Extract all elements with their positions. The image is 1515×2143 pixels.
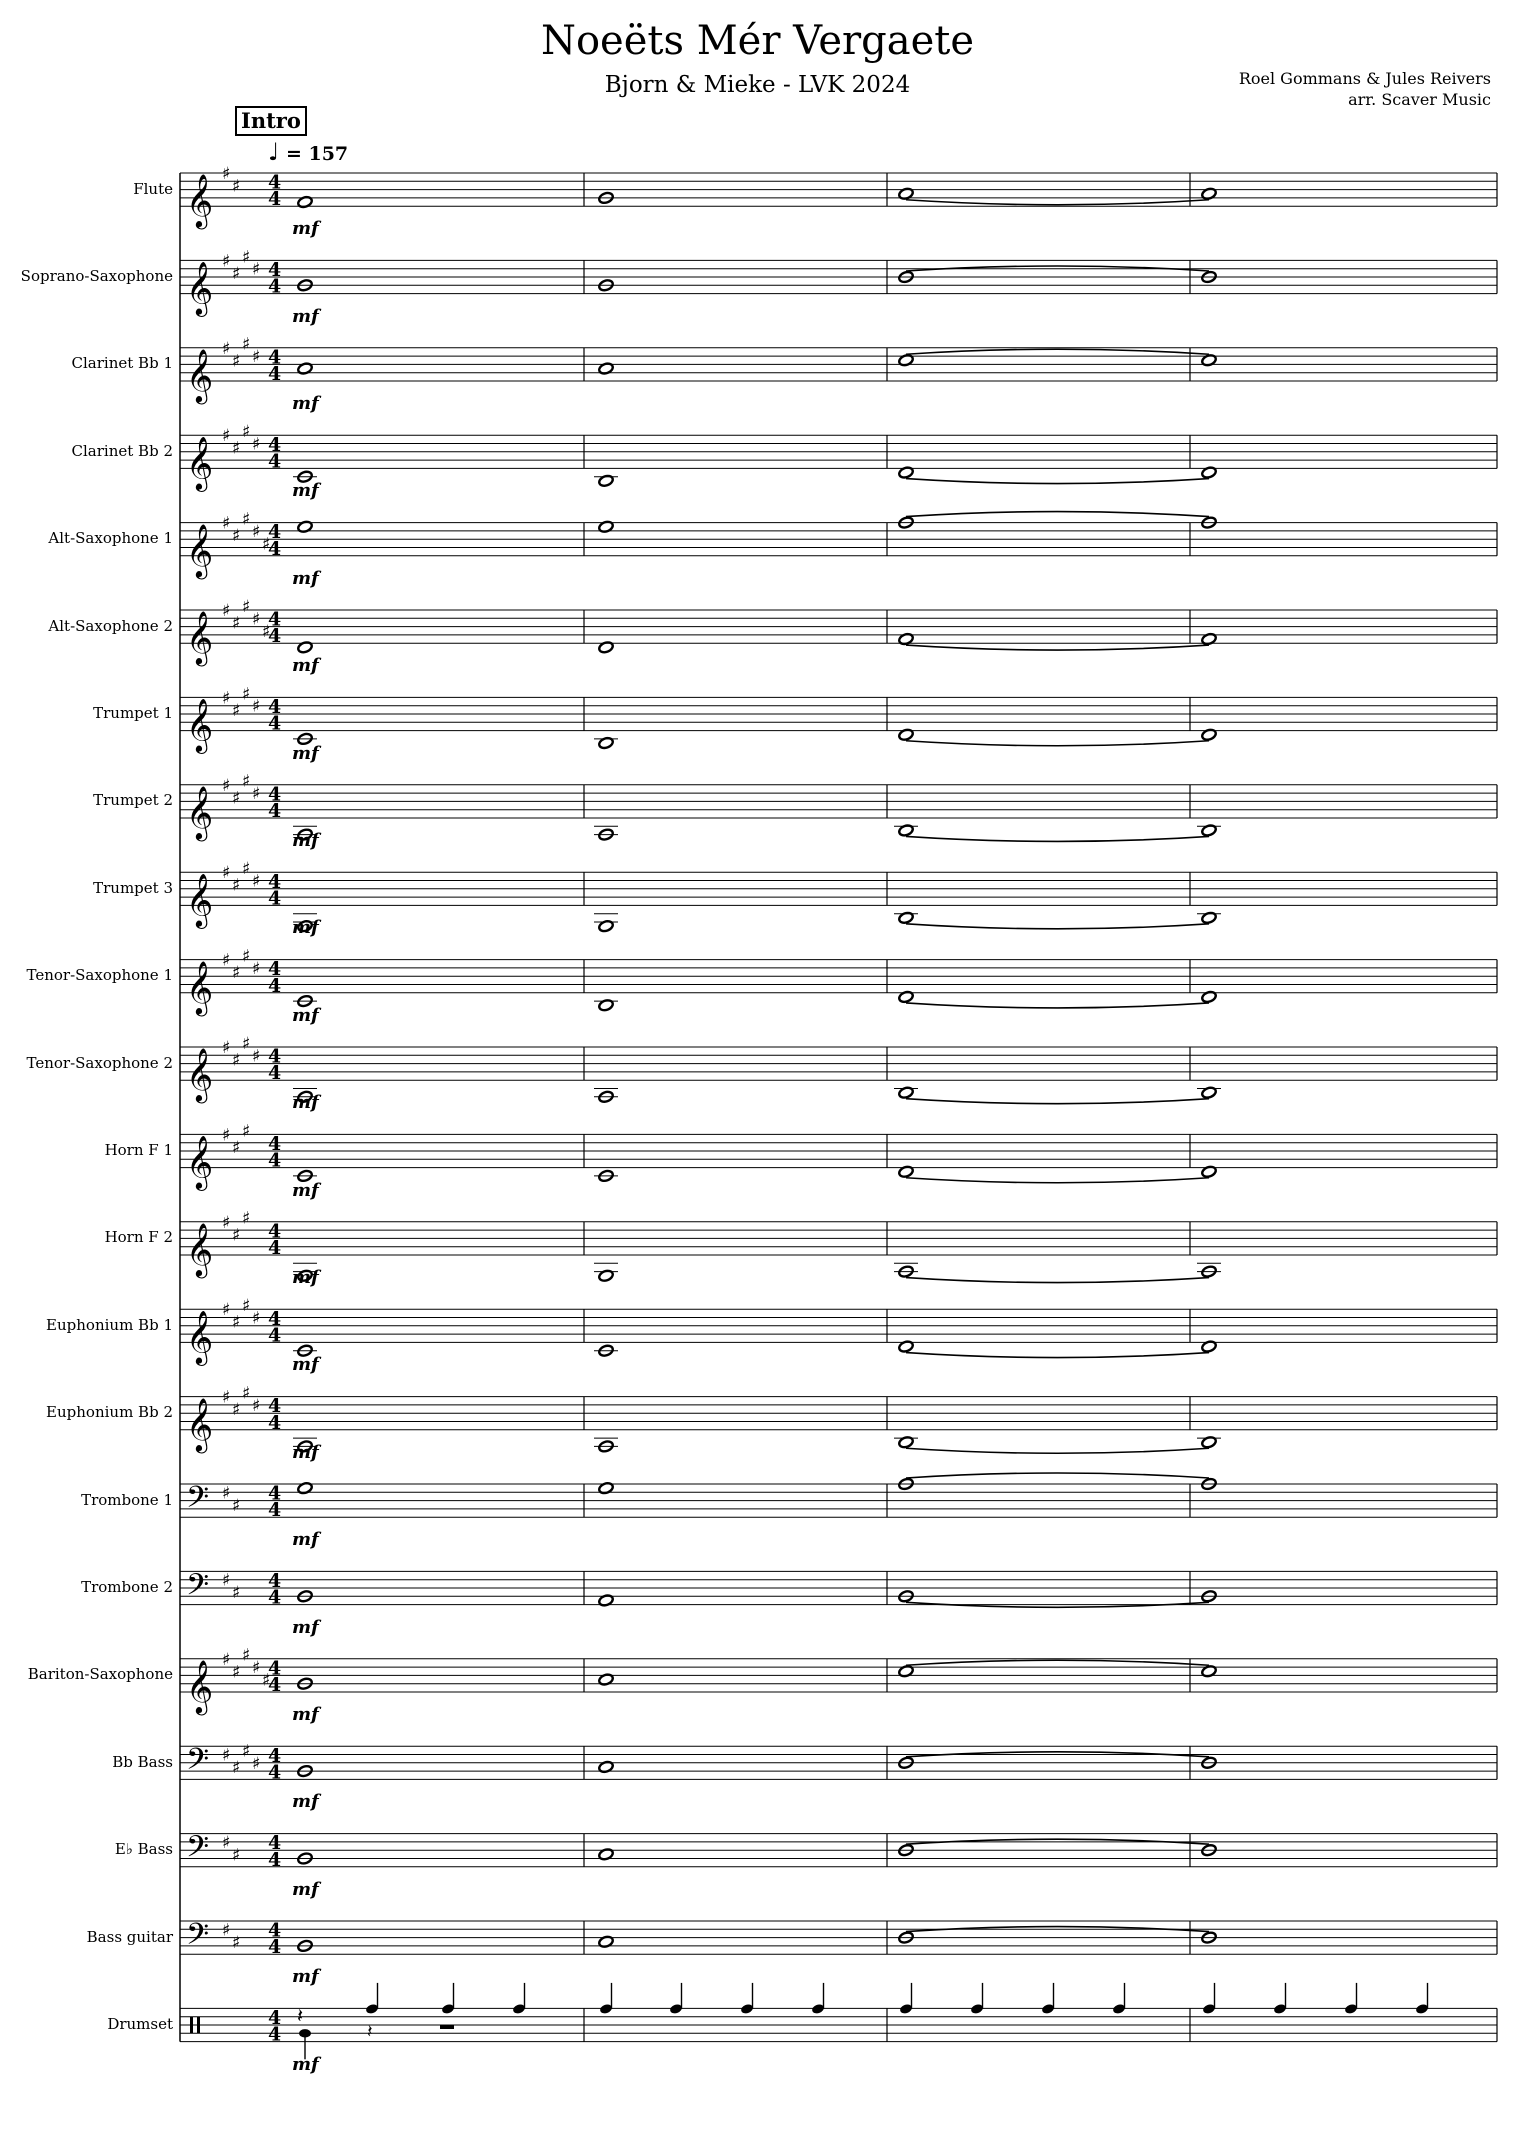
sharp-icon: ♯ <box>232 263 241 284</box>
sharp-icon: ♯ <box>242 1383 251 1404</box>
sharp-icon: ♯ <box>222 164 231 184</box>
whole-note <box>898 1665 914 1678</box>
sharp-icon: ♯ <box>232 1495 241 1516</box>
instrument-label: Clarinet Bb 1 <box>71 354 173 373</box>
composer-credit: Roel Gommans & Jules Reivers <box>1238 69 1491 88</box>
bass-clef-icon: 𝄢 <box>186 1830 210 1872</box>
time-signature-numerator: 4 <box>268 171 282 194</box>
sharp-icon: ♯ <box>222 338 231 359</box>
time-signature-numerator: 4 <box>268 1045 282 1068</box>
time-signature-numerator: 4 <box>268 1482 282 1505</box>
time-signature-numerator: 4 <box>268 958 282 981</box>
instrument-label: Bb Bass <box>112 1752 173 1771</box>
treble-clef-icon: 𝄞 <box>186 1134 214 1189</box>
tie-curve <box>906 1099 1209 1104</box>
time-signature-numerator: 4 <box>268 1570 282 1592</box>
time-signature-denominator: 4 <box>268 1848 282 1871</box>
treble-clef-icon: 𝄞 <box>186 173 214 228</box>
time-signature-denominator: 4 <box>268 1936 282 1959</box>
dynamic-marking: mf <box>292 1616 319 1638</box>
time-signature-numerator: 4 <box>268 1395 282 1418</box>
sharp-icon: ♯ <box>242 1741 251 1762</box>
time-signature-denominator: 4 <box>268 1149 282 1172</box>
sharp-icon: ♯ <box>252 958 261 979</box>
sharp-icon: ♯ <box>232 875 241 896</box>
quarter-rest-icon: 𝄽 <box>367 2021 373 2043</box>
sharp-icon: ♯ <box>252 1308 261 1329</box>
dynamic-marking: mf <box>292 1092 319 1114</box>
instrument-label: E♭ Bass <box>114 1840 173 1859</box>
sharp-icon: ♯ <box>222 251 231 272</box>
treble-clef-icon: 𝄞 <box>186 872 214 927</box>
sharp-icon: ♯ <box>262 1670 271 1691</box>
treble-clef-icon: 𝄞 <box>186 435 214 490</box>
whole-note <box>598 362 614 375</box>
whole-note <box>598 999 614 1012</box>
sharp-icon: ♯ <box>242 1296 251 1317</box>
time-signature-denominator: 4 <box>268 1324 282 1347</box>
whole-note <box>898 1086 914 1099</box>
time-signature-denominator: 4 <box>268 188 282 211</box>
sharp-icon: ♯ <box>222 688 231 709</box>
time-signature-denominator: 4 <box>268 1062 282 1085</box>
instrument-label: Trombone 2 <box>81 1578 173 1596</box>
whole-note <box>598 1935 614 1948</box>
time-signature-denominator: 4 <box>268 363 282 385</box>
treble-clef-icon: 𝄞 <box>186 1659 214 1713</box>
bass-clef-icon: 𝄢 <box>186 1480 210 1522</box>
dynamic-marking: mf <box>292 742 319 764</box>
whole-note <box>598 1760 614 1773</box>
sharp-icon: ♯ <box>222 1649 231 1670</box>
sharp-icon: ♯ <box>232 700 241 721</box>
time-signature-numerator: 4 <box>268 1744 282 1767</box>
quarter-rest-icon: 𝄽 <box>297 2003 304 2028</box>
instrument-label: Tenor-Saxophone 1 <box>26 966 173 985</box>
dynamic-marking: mf <box>292 1004 319 1026</box>
time-signature-numerator: 4 <box>268 1832 282 1855</box>
sharp-icon: ♯ <box>222 1387 231 1408</box>
tie-curve <box>906 1353 1209 1358</box>
sharp-icon: ♯ <box>222 601 231 621</box>
time-signature-numerator: 4 <box>268 2007 282 2029</box>
sharp-icon: ♯ <box>232 1757 241 1778</box>
treble-clef-icon: 𝄞 <box>186 522 214 577</box>
time-signature-numerator: 4 <box>268 1307 282 1330</box>
time-signature-denominator: 4 <box>268 1499 282 1522</box>
tie-curve <box>906 512 1209 517</box>
instrument-label: Euphonium Bb 2 <box>46 1403 173 1422</box>
treble-clef-icon: 𝄞 <box>186 1047 214 1102</box>
tie-curve <box>906 645 1209 650</box>
sharp-icon: ♯ <box>232 176 241 197</box>
sharp-icon: ♯ <box>222 513 231 534</box>
instrument-label: Trombone 1 <box>81 1490 173 1509</box>
sharp-icon: ♯ <box>222 1832 231 1853</box>
whole-note <box>598 919 614 932</box>
instrument-label: Trumpet 1 <box>93 704 173 722</box>
time-signature-denominator: 4 <box>268 1674 282 1696</box>
whole-note <box>898 1436 914 1449</box>
instrument-label: Trumpet 3 <box>93 878 173 897</box>
sharp-icon: ♯ <box>232 613 241 634</box>
sharp-icon: ♯ <box>232 1050 241 1071</box>
dynamic-marking: mf <box>292 1179 319 1201</box>
sharp-icon: ♯ <box>252 521 261 542</box>
sharp-icon: ♯ <box>252 1395 261 1416</box>
whole-note <box>1201 1665 1217 1678</box>
sharp-icon: ♯ <box>222 1125 231 1146</box>
instrument-label: Alt-Saxophone 2 <box>48 616 173 635</box>
sharp-icon: ♯ <box>242 771 251 792</box>
tempo-value: = 157 <box>285 143 349 165</box>
time-signature-denominator: 4 <box>268 1411 282 1434</box>
tie-curve <box>906 200 1209 205</box>
sharp-icon: ♯ <box>222 1745 231 1766</box>
tie-curve <box>906 836 1209 841</box>
sharp-icon: ♯ <box>232 1137 241 1158</box>
whole-note <box>297 1481 313 1494</box>
treble-clef-icon: 𝄞 <box>186 1222 214 1276</box>
sharp-icon: ♯ <box>232 963 241 984</box>
time-signature-denominator: 4 <box>268 2023 282 2046</box>
tie-curve <box>906 741 1209 746</box>
sharp-icon: ♯ <box>232 1225 241 1246</box>
dynamic-marking: mf <box>292 305 319 327</box>
percussion-clef-icon <box>190 2017 193 2034</box>
sharp-icon: ♯ <box>232 1932 241 1953</box>
instrument-label: Bariton-Saxophone <box>27 1665 173 1684</box>
dynamic-marking: mf <box>292 480 319 502</box>
sharp-icon: ♯ <box>252 871 261 892</box>
sharp-icon: ♯ <box>252 347 261 368</box>
sharp-icon: ♯ <box>242 859 251 880</box>
whole-note <box>1201 1165 1217 1178</box>
time-signature-denominator: 4 <box>268 450 282 473</box>
tie-curve <box>906 1473 1209 1478</box>
dynamic-marking: mf <box>292 1267 319 1288</box>
time-signature-numerator: 4 <box>268 259 282 281</box>
dynamic-marking: mf <box>292 1966 319 1988</box>
tie-curve <box>906 1003 1209 1008</box>
treble-clef-icon: 𝄞 <box>186 348 214 402</box>
instrument-label: Tenor-Saxophone 2 <box>26 1053 173 1072</box>
instrument-label: Drumset <box>107 2015 173 2033</box>
treble-clef-icon: 𝄞 <box>186 1396 214 1451</box>
sharp-icon: ♯ <box>252 1658 261 1679</box>
piece-subtitle: Bjorn & Mieke - LVK 2024 <box>604 72 911 98</box>
dynamic-marking: mf <box>292 655 319 677</box>
whole-note <box>898 728 914 741</box>
sharp-icon: ♯ <box>232 1312 241 1333</box>
time-signature-numerator: 4 <box>268 1919 282 1942</box>
whole-note <box>1201 728 1217 741</box>
sharp-icon: ♯ <box>252 434 261 455</box>
bass-clef-icon: 𝄢 <box>186 1917 210 1959</box>
whole-note <box>297 641 313 654</box>
whole-note <box>598 1481 614 1494</box>
whole-note <box>1201 990 1217 1003</box>
sharp-icon: ♯ <box>242 422 251 443</box>
arranger-credit: arr. Scaver Music <box>1348 90 1491 109</box>
tie-curve <box>906 1660 1209 1665</box>
whole-note <box>1201 632 1217 645</box>
sharp-icon: ♯ <box>242 1645 251 1666</box>
whole-note <box>898 632 914 645</box>
dynamic-marking: mf <box>292 567 319 589</box>
time-signature-denominator: 4 <box>268 275 282 298</box>
sharp-icon: ♯ <box>242 247 251 268</box>
sharp-icon: ♯ <box>222 775 231 796</box>
treble-clef-icon: 𝄞 <box>186 260 214 315</box>
instrument-label: Flute <box>133 179 173 198</box>
sharp-icon: ♯ <box>232 351 241 372</box>
instrument-label: Trumpet 2 <box>93 791 173 810</box>
sharp-icon: ♯ <box>252 1046 261 1067</box>
tie-curve <box>906 1448 1209 1453</box>
whole-note <box>598 474 614 487</box>
sharp-icon: ♯ <box>252 784 261 805</box>
sharp-icon: ♯ <box>242 596 251 617</box>
treble-clef-icon: 𝄞 <box>186 959 214 1014</box>
whole-note <box>1201 1436 1217 1449</box>
half-rest-icon <box>440 2025 454 2029</box>
treble-clef-icon: 𝄞 <box>186 1309 214 1364</box>
whole-note <box>598 736 614 749</box>
time-signature-numerator: 4 <box>268 870 282 893</box>
time-signature-denominator: 4 <box>268 1761 282 1784</box>
sharp-icon: ♯ <box>232 1662 241 1683</box>
time-signature-denominator: 4 <box>268 712 282 735</box>
dynamic-marking: mf <box>292 1704 319 1725</box>
time-signature-denominator: 4 <box>268 1586 282 1609</box>
sharp-icon: ♯ <box>242 946 251 967</box>
whole-note <box>598 1594 614 1607</box>
sharp-icon: ♯ <box>242 1121 251 1142</box>
rehearsal-mark: Intro <box>235 106 307 136</box>
whole-note <box>598 1673 614 1686</box>
time-signature-denominator: 4 <box>268 537 282 560</box>
dynamic-marking: mf <box>292 393 319 414</box>
whole-note <box>1201 187 1217 200</box>
instrument-label: Alt-Saxophone 1 <box>48 529 173 548</box>
dynamic-marking: mf <box>292 1878 319 1900</box>
whole-note <box>297 362 313 375</box>
time-signature-numerator: 4 <box>268 696 282 718</box>
treble-clef-icon: 𝄞 <box>186 785 214 839</box>
whole-note <box>898 187 914 200</box>
dynamic-marking: mf <box>292 1791 319 1813</box>
dynamic-marking: mf <box>292 917 319 939</box>
sharp-icon: ♯ <box>252 696 261 717</box>
whole-note <box>598 520 614 533</box>
bass-clef-icon: 𝄢 <box>186 1568 210 1610</box>
instrument-label: Euphonium Bb 1 <box>46 1315 173 1334</box>
time-signature-numerator: 4 <box>268 1220 282 1243</box>
dynamic-marking: mf <box>292 1529 319 1551</box>
time-signature-denominator: 4 <box>268 974 282 997</box>
whole-note <box>1201 911 1217 924</box>
whole-note <box>898 354 914 367</box>
sharp-icon: ♯ <box>222 950 231 971</box>
sharp-icon: ♯ <box>222 863 231 884</box>
time-signature-numerator: 4 <box>268 783 282 806</box>
percussion-clef-icon <box>197 2017 200 2034</box>
sharp-icon: ♯ <box>222 1570 231 1591</box>
whole-note <box>898 911 914 924</box>
whole-note <box>598 1848 614 1861</box>
time-signature-numerator: 4 <box>268 1657 282 1680</box>
dynamic-marking: mf <box>292 2053 319 2075</box>
sharp-icon: ♯ <box>242 1208 251 1229</box>
sharp-icon: ♯ <box>222 1920 231 1941</box>
sharp-icon: ♯ <box>222 1038 231 1058</box>
sharp-icon: ♯ <box>232 1400 241 1421</box>
whole-note <box>1201 824 1217 837</box>
sharp-icon: ♯ <box>252 609 261 630</box>
sharp-icon: ♯ <box>262 621 271 642</box>
dynamic-marking: mf <box>292 830 319 851</box>
piece-title: Noeëts Mér Vergaete <box>540 18 975 64</box>
time-signature-denominator: 4 <box>268 1237 282 1259</box>
sharp-icon: ♯ <box>242 1033 251 1054</box>
time-signature-numerator: 4 <box>268 521 282 544</box>
sharp-icon: ♯ <box>242 509 251 530</box>
sharp-icon: ♯ <box>222 1483 231 1504</box>
instrument-label: Horn F 2 <box>104 1228 173 1247</box>
sharp-icon: ♯ <box>232 1583 241 1604</box>
time-signature-numerator: 4 <box>268 608 282 631</box>
time-signature-denominator: 4 <box>268 887 282 910</box>
time-signature-denominator: 4 <box>268 625 282 648</box>
instrument-label: Clarinet Bb 2 <box>71 441 173 460</box>
tie-curve <box>906 924 1209 929</box>
sharp-icon: ♯ <box>242 684 251 705</box>
quarter-note-icon: ♩ <box>268 138 280 166</box>
whole-note <box>898 1340 914 1353</box>
treble-clef-icon: 𝄞 <box>186 697 214 752</box>
time-signature-numerator: 4 <box>268 346 282 369</box>
whole-note <box>1201 1340 1217 1353</box>
instrument-label: Bass guitar <box>86 1927 173 1946</box>
whole-note <box>898 1165 914 1178</box>
instrument-label: Horn F 1 <box>104 1141 173 1159</box>
sharp-icon: ♯ <box>222 1212 231 1233</box>
whole-note <box>898 466 914 479</box>
bass-clef-icon: 𝄢 <box>186 1743 210 1785</box>
dynamic-marking: mf <box>292 1441 319 1463</box>
sharp-icon: ♯ <box>252 1753 261 1774</box>
sharp-icon: ♯ <box>232 1845 241 1866</box>
tie-curve <box>906 349 1209 354</box>
time-signature-denominator: 4 <box>268 800 282 822</box>
sharp-icon: ♯ <box>232 438 241 459</box>
dynamic-marking: mf <box>292 218 319 240</box>
sharp-icon: ♯ <box>252 259 261 280</box>
whole-note <box>297 195 313 208</box>
whole-note <box>1201 466 1217 479</box>
tie-curve <box>906 479 1209 484</box>
instrument-label: Soprano-Saxophone <box>20 267 173 285</box>
sharp-icon: ♯ <box>232 526 241 547</box>
sharp-icon: ♯ <box>262 534 271 555</box>
sharp-icon: ♯ <box>222 426 231 447</box>
whole-note <box>598 641 614 654</box>
whole-note <box>1201 1086 1217 1099</box>
whole-note <box>598 1269 614 1282</box>
tie-curve <box>906 1178 1209 1183</box>
whole-note <box>1201 354 1217 367</box>
time-signature-numerator: 4 <box>268 1133 282 1155</box>
dynamic-marking: mf <box>292 1354 319 1376</box>
time-signature-numerator: 4 <box>268 433 282 456</box>
treble-clef-icon: 𝄞 <box>186 610 214 665</box>
sharp-icon: ♯ <box>232 788 241 809</box>
whole-note <box>898 990 914 1003</box>
tie-curve <box>906 1278 1209 1283</box>
whole-note <box>297 520 313 533</box>
whole-note <box>898 824 914 837</box>
sharp-icon: ♯ <box>222 1300 231 1321</box>
sharp-icon: ♯ <box>242 334 251 355</box>
